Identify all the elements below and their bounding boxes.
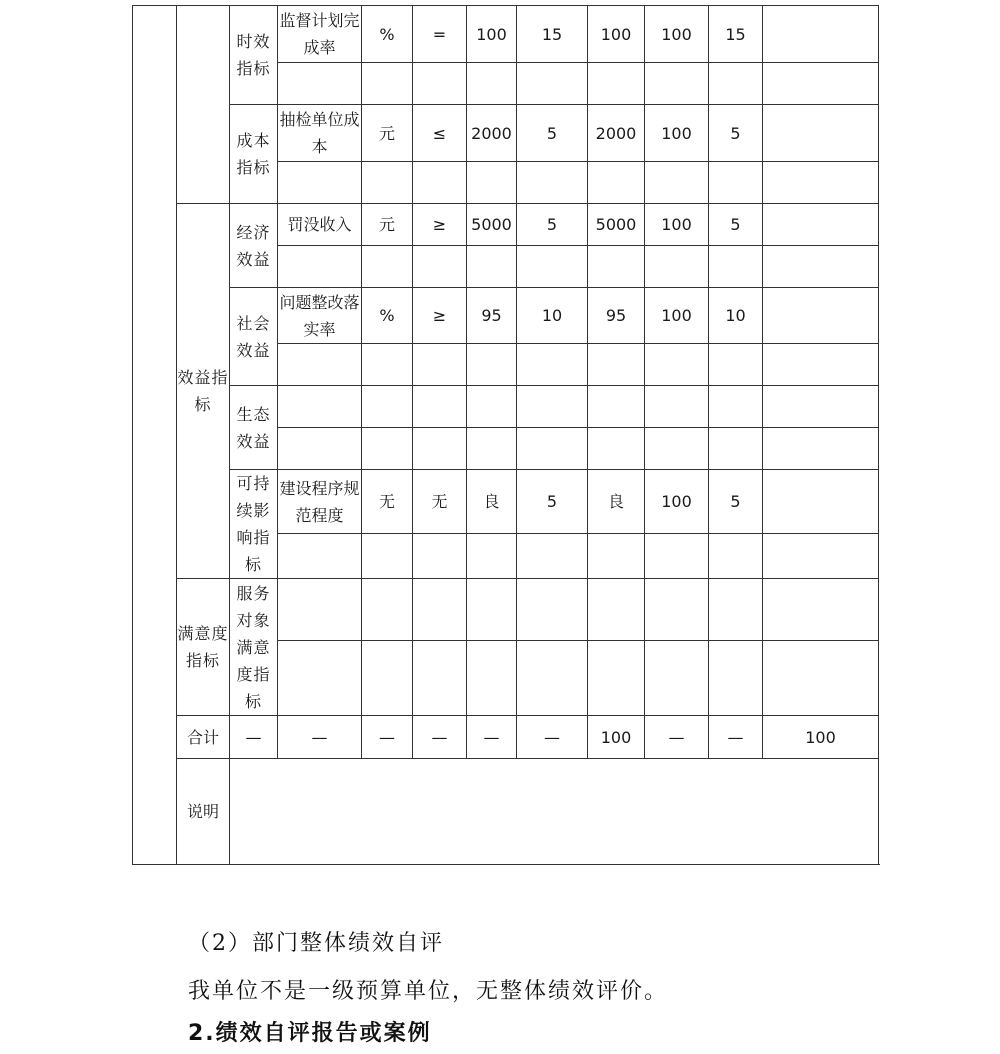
remark-cell [763, 470, 879, 534]
table-row [133, 204, 879, 246]
level3-label: 成本指标 [230, 105, 278, 204]
performance-table [132, 5, 879, 865]
rate-cell: 100 [645, 470, 709, 534]
total-label: 合计 [177, 716, 230, 759]
section-heading-bold: 2.绩效自评报告或案例 [188, 1021, 432, 1046]
indicator-name: 监督计划完成率 [278, 6, 362, 63]
rate-cell: 100 [645, 6, 709, 63]
target-cell: 95 [467, 288, 517, 344]
table-row [133, 105, 879, 162]
rate-cell: 100 [645, 204, 709, 246]
level3-label: 服务对象满意度指标 [230, 579, 278, 716]
unit-cell: % [362, 288, 413, 344]
score-cell: 15 [709, 6, 763, 63]
table-row [133, 6, 879, 63]
weight-cell: 5 [517, 204, 588, 246]
weight-cell: 5 [517, 470, 588, 534]
target-cell: 5000 [467, 204, 517, 246]
indicator-name: 建设程序规范程度 [278, 470, 362, 534]
weight-cell: 10 [517, 288, 588, 344]
total-score: 100 [763, 716, 879, 759]
target-cell: 良 [467, 470, 517, 534]
actual-cell: 95 [588, 288, 645, 344]
indicator-name: 罚没收入 [278, 204, 362, 246]
note-row [133, 759, 879, 865]
level3-label: 生态效益 [230, 386, 278, 470]
section-heading: （2）部门整体绩效自评 [188, 931, 444, 956]
operator-cell: = [413, 6, 467, 63]
level3-label: 可持续影响指标 [230, 470, 278, 579]
level3-label: 时效指标 [230, 6, 278, 105]
target-cell: 100 [467, 6, 517, 63]
operator-cell: ≤ [413, 105, 467, 162]
weight-cell: 5 [517, 105, 588, 162]
operator-cell: 无 [413, 470, 467, 534]
rate-cell: 100 [645, 288, 709, 344]
level1-cell [133, 6, 177, 865]
total-row: 合计 — — — — — — 100 — — 100 [133, 716, 879, 759]
unit-cell: 无 [362, 470, 413, 534]
remark-cell [763, 6, 879, 63]
remark-cell [763, 288, 879, 344]
table-row [133, 470, 879, 534]
level2-cell [177, 6, 230, 204]
operator-cell: ≥ [413, 288, 467, 344]
score-cell: 5 [709, 204, 763, 246]
unit-cell: % [362, 6, 413, 63]
unit-cell: 元 [362, 105, 413, 162]
score-cell: 10 [709, 288, 763, 344]
indicator-name: 抽检单位成本 [278, 105, 362, 162]
target-cell: 2000 [467, 105, 517, 162]
actual-cell: 5000 [588, 204, 645, 246]
level2-label: 效益指标 [177, 204, 230, 579]
level3-label: 经济效益 [230, 204, 278, 288]
total-weight: 100 [588, 716, 645, 759]
actual-cell: 2000 [588, 105, 645, 162]
table-row [133, 288, 879, 344]
table-row [133, 579, 879, 641]
remark-cell [763, 105, 879, 162]
note-content [230, 759, 879, 865]
table-row [133, 386, 879, 428]
indicator-name: 问题整改落实率 [278, 288, 362, 344]
weight-cell: 15 [517, 6, 588, 63]
level3-label: 社会效益 [230, 288, 278, 386]
unit-cell: 元 [362, 204, 413, 246]
rate-cell: 100 [645, 105, 709, 162]
score-cell: 5 [709, 470, 763, 534]
actual-cell: 良 [588, 470, 645, 534]
operator-cell: ≥ [413, 204, 467, 246]
actual-cell: 100 [588, 6, 645, 63]
note-label: 说明 [177, 759, 230, 865]
score-cell: 5 [709, 105, 763, 162]
level2-label: 满意度指标 [177, 579, 230, 716]
body-text: 我单位不是一级预算单位，无整体绩效评价。 [188, 979, 669, 1004]
remark-cell [763, 204, 879, 246]
